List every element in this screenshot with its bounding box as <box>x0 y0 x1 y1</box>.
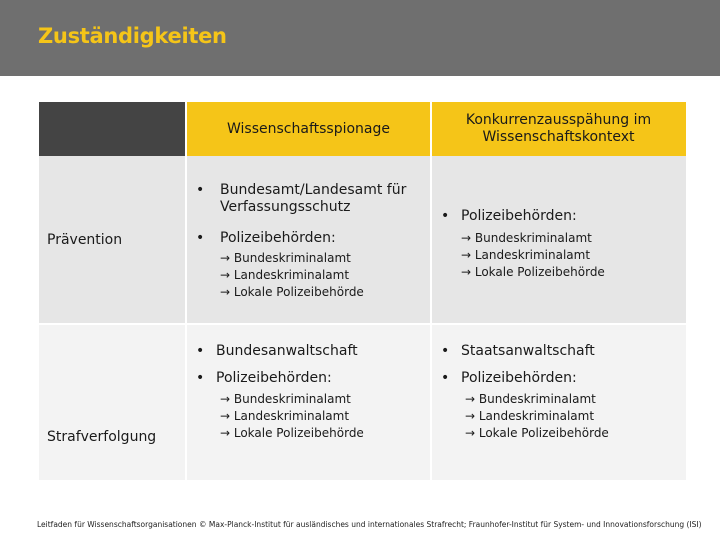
responsibility-table <box>39 102 686 480</box>
col-header-2-line1: Konkurrenzausspähung im <box>465 112 652 128</box>
sub-authority: → Landeskriminalamt <box>220 268 350 282</box>
authority-text: Bundesamt/Landesamt für <box>220 182 407 198</box>
bullet: • <box>196 182 205 198</box>
col-header-2-line2: Wissenschaftskontext <box>482 129 635 145</box>
authority-text: Bundesanwaltschaft <box>216 343 358 359</box>
sub-authority: → Bundeskriminalamt <box>461 231 592 245</box>
bullet: • <box>441 343 450 359</box>
page-title: Zuständigkeiten <box>38 24 227 48</box>
bullet: • <box>196 370 205 386</box>
sub-authority: → Lokale Polizeibehörde <box>461 265 605 279</box>
row-divider <box>39 323 686 325</box>
authority-text: Polizeibehörden: <box>461 370 577 386</box>
row-label-prosecution <box>39 323 186 480</box>
sub-authority: → Lokale Polizeibehörde <box>465 426 609 440</box>
bullet: • <box>441 208 450 224</box>
sub-authority: → Lokale Polizeibehörde <box>220 426 364 440</box>
authority-text: Verfassungsschutz <box>220 199 351 215</box>
col-header-espionage <box>186 102 431 156</box>
footer-left: Leitfaden für Wissenschaftsorganisationen <box>37 520 197 529</box>
col-header-espionage-label: Wissenschaftsspionage <box>227 121 390 137</box>
bullet: • <box>196 343 205 359</box>
cell-prevention-competitive-intel <box>431 156 686 323</box>
sub-authority: → Landeskriminalamt <box>220 409 350 423</box>
row-label-prevention <box>39 156 186 323</box>
column-divider <box>430 102 432 480</box>
column-divider <box>185 102 187 480</box>
sub-authority: → Landeskriminalamt <box>461 248 591 262</box>
row-label-text: Strafverfolgung <box>47 428 157 445</box>
footer-right: © Max-Planck-Institut für ausländisches und internationales Strafrecht; Fraunhofer-Institut für System- und Innovationsforschung (ISI) <box>199 520 702 529</box>
row-label-text: Prävention <box>47 231 123 248</box>
sub-authority: → Landeskriminalamt <box>465 409 595 423</box>
cell-prosecution-competitive-intel <box>431 323 686 480</box>
sub-authority: → Bundeskriminalamt <box>220 392 351 406</box>
authority-text: Polizeibehörden: <box>216 370 332 386</box>
bullet: • <box>441 370 450 386</box>
sub-authority: → Bundeskriminalamt <box>465 392 596 406</box>
bullet: • <box>196 230 205 246</box>
sub-authority: → Bundeskriminalamt <box>220 251 351 265</box>
col-header-competitive-intel <box>431 102 686 156</box>
cell-prevention-espionage <box>186 156 431 323</box>
header-bar <box>0 0 720 76</box>
sub-authority: → Lokale Polizeibehörde <box>220 285 364 299</box>
authority-text: Polizeibehörden: <box>461 208 577 224</box>
authority-text: Polizeibehörden: <box>220 230 336 246</box>
table-corner-cell <box>39 102 186 156</box>
cell-prosecution-espionage <box>186 323 431 480</box>
authority-text: Staatsanwaltschaft <box>461 343 595 359</box>
